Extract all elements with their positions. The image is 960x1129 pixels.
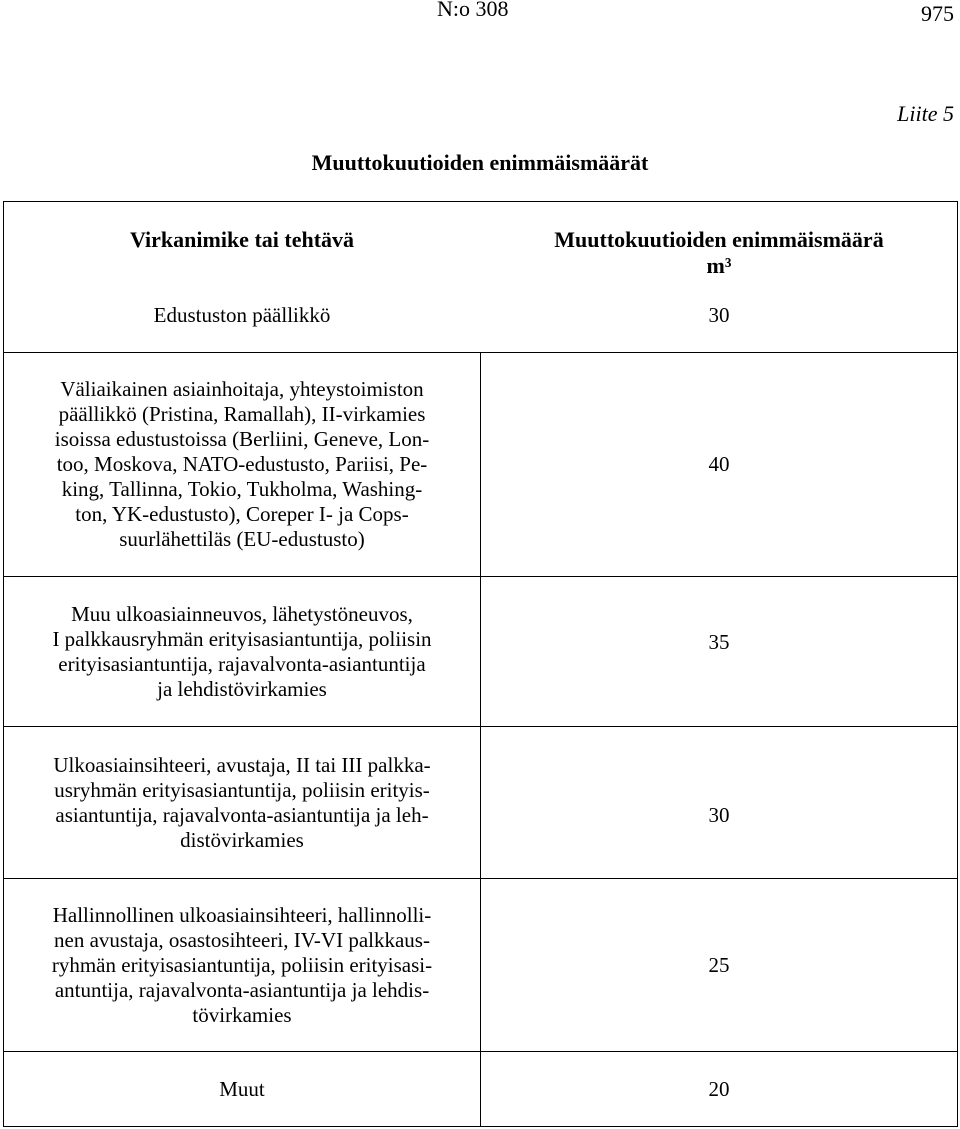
document-number: N:o 308 — [437, 0, 509, 21]
volume-value: 30 — [708, 802, 730, 827]
table-row-role — [4, 298, 480, 332]
role-text: Edustuston päällikkö — [153, 302, 331, 327]
volume-value: 35 — [708, 629, 730, 654]
table-row-role — [4, 727, 480, 878]
table-row-role — [4, 577, 480, 726]
volume-value: 20 — [708, 1076, 730, 1101]
table-row-value — [481, 760, 957, 870]
column-header-volume — [480, 226, 958, 280]
page-number: 975 — [921, 1, 954, 26]
table-row-value — [481, 1052, 957, 1126]
role-text: Väliaikainen asiainhoitaja, yhteystoimiston päällikkö (Pristina, Ramallah), II-virkamies isoissa edustustoissa (Berliini, Geneve, Lon- too, Moskova, NATO-edustusto, Pariisi, Pe- king, Tallinna, Tokio, Tukholma, Washing- ton, YK-edustusto), Coreper I- ja Cops- suurlähettiläs (EU-edustusto) — [54, 377, 430, 551]
table-row-role — [4, 879, 480, 1051]
table-row-role — [4, 353, 480, 576]
table-row-value — [481, 577, 957, 707]
column-header-role-label: Virkanimike tai tehtävä — [129, 227, 355, 252]
column-header-role — [4, 216, 480, 264]
table-row-value — [481, 298, 957, 332]
column-header-volume-label: Muuttokuutioiden enimmäismäärä m³ — [554, 227, 884, 278]
volume-value: 25 — [708, 952, 730, 977]
table-row-value — [481, 879, 957, 1051]
appendix-label: Liite 5 — [897, 101, 954, 126]
volume-value: 40 — [708, 452, 730, 476]
role-text: Ulkoasiainsihteeri, avustaja, II tai III palkka- usryhmän erityisasiantuntija, poliisin erityis- asiantuntija, rajavalvonta-asiantuntija ja leh- distövirkamies — [53, 752, 431, 852]
role-text: Muut — [219, 1076, 265, 1101]
volume-value: 30 — [708, 302, 730, 327]
table-row-value — [481, 353, 957, 576]
role-text: Hallinnollinen ulkoasiainsihteeri, hallinnolli- nen avustaja, osastosihteeri, IV-VI palkkaus- ryhmän erityisasiantuntija, poliisin erityisasi- antuntija, rajavalvonta-asiantuntija ja lehdis- tövirkamies — [51, 902, 433, 1027]
document-title: Muuttokuutioiden enimmäismäärät — [311, 150, 649, 175]
role-text: Muu ulkoasiainneuvos, lähetystöneuvos, I palkkausryhmän erityisasiantuntija, poliisin erityisasiantuntija, rajavalvonta-asiantuntija ja lehdistövirkamies — [52, 601, 432, 701]
table-row-role — [4, 1052, 480, 1126]
